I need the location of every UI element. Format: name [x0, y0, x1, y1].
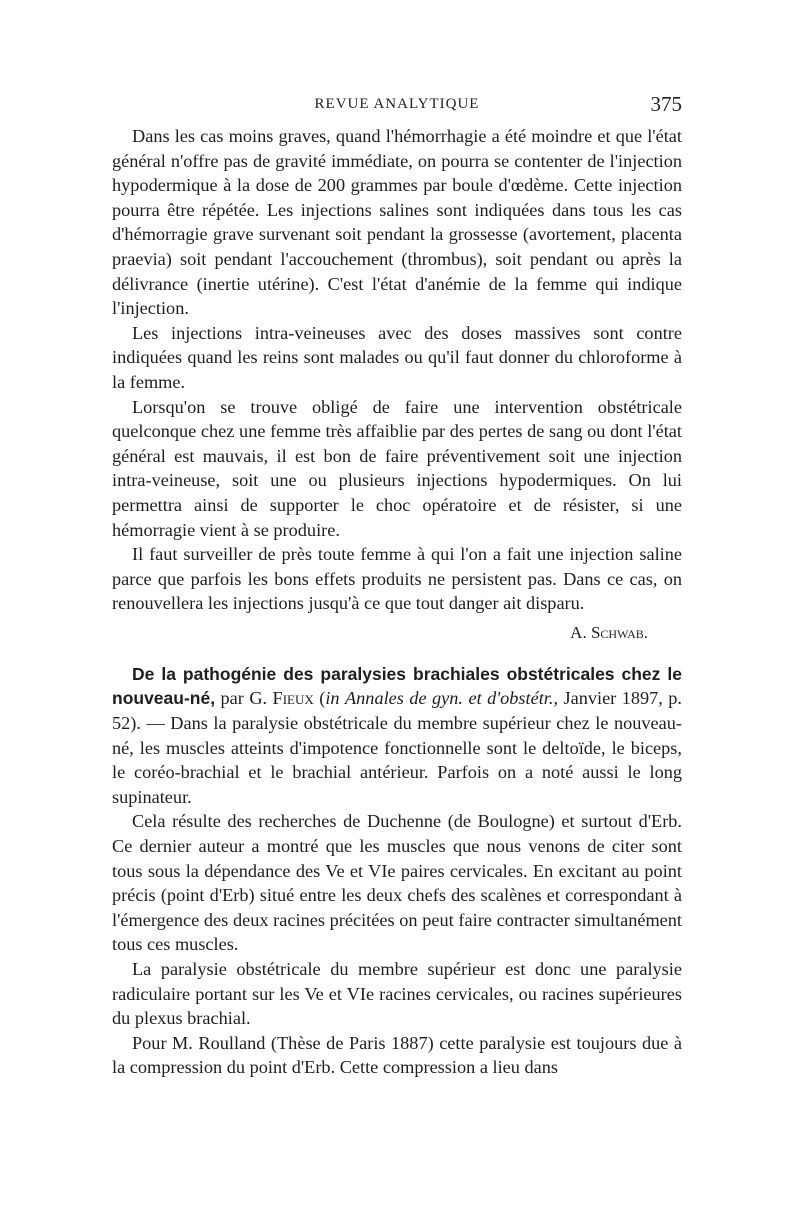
- running-title: REVUE ANALYTIQUE: [314, 96, 480, 112]
- article-paragraph: [112, 662, 682, 810]
- document-page: [112, 92, 682, 1080]
- paragraph-6: Cela résulte des recherches de Duchenne (de Boulogne) et surtout d'Erb. Ce dernier auteur a montré que les muscles que nous venons de citer sont tous sous la dépendance des Ve et VIe paires cervicales. En excitant au point précis (point d'Erb) situé entre les deux chefs des scalènes et correspondant à l'émergence des deux racines précitées on peut faire contracter simultanément tous ces muscles.: [112, 811, 682, 955]
- source-in: in: [325, 688, 340, 709]
- article-title: De la pathogénie des paralysies brachiales obstétricales chez le nouveau-né,: [112, 663, 682, 709]
- source-rest: , Janvier 1897, p. 52).: [112, 688, 683, 734]
- paragraph-3: Lorsqu'on se trouve obligé de faire une intervention obstétricale quelconque chez une femme très affaiblie par des pertes de sang ou dont l'état général est mauvais, il est bon de faire préventivement soit une injection intra-veineuse, soit une ou plusieurs injections hypodermiques. On lui permettra ainsi de supporter le choc opératoire et de résister, si une hémorragie vient à se produire.: [112, 396, 682, 540]
- paragraph-7: La paralysie obstétricale du membre supérieur est donc une paralysie radiculaire portant sur les Ve et VIe racines cervicales, ou racines supérieures du plexus brachial.: [112, 959, 682, 1029]
- source-open: (: [319, 688, 326, 709]
- page-number: 375: [650, 92, 682, 116]
- article-by: par: [220, 688, 244, 709]
- paragraph-8: Pour M. Roulland (Thèse de Paris 1887) cette paralysie est toujours due à la compression du point d'Erb. Cette compression a lieu dans: [112, 1032, 682, 1078]
- article-author: G. Fieux: [249, 688, 314, 709]
- article-text: — Dans la paralysie obstétricale du membre supérieur chez le nouveau-né, les muscles atteints d'impotence fonctionnelle sont le deltoïde, le biceps, le coréo-brachial et le brachial antérieur. Parfois on a noté aussi le long supinateur.: [112, 713, 682, 807]
- signature: A. Schwab.: [570, 622, 648, 642]
- paragraph-2: Les injections intra-veineuses avec des doses massives sont contre indiquées quand les reins sont malades ou qu'il faut donner du chloroforme à la femme.: [112, 322, 682, 392]
- source-journal: Annales de gyn. et d'obstétr.: [345, 688, 554, 709]
- paragraph-4: Il faut surveiller de près toute femme à qui l'on a fait une injection saline parce que parfois les bons effets produits ne persistent pas. Dans ce cas, on renouvellera les injections jusqu'à ce que tout danger ait disparu.: [112, 544, 682, 614]
- paragraph-1: Dans les cas moins graves, quand l'hémorrhagie a été moindre et que l'état général n'offre pas de gravité immédiate, on pourra se contenter de l'injection hypodermique à la dose de 200 grammes par boule d'œdème. Cette injection pourra être répétée. Les injections salines sont indiquées dans tous les cas d'hémorragie grave survenant soit pendant la grossesse (avortement, placenta praevia) soit pendant l'accouchement (thrombus), soit pendant ou après la délivrance (inertie utérine). C'est l'état d'anémie de la femme qui indique l'injection.: [112, 126, 682, 319]
- running-header: [112, 92, 682, 118]
